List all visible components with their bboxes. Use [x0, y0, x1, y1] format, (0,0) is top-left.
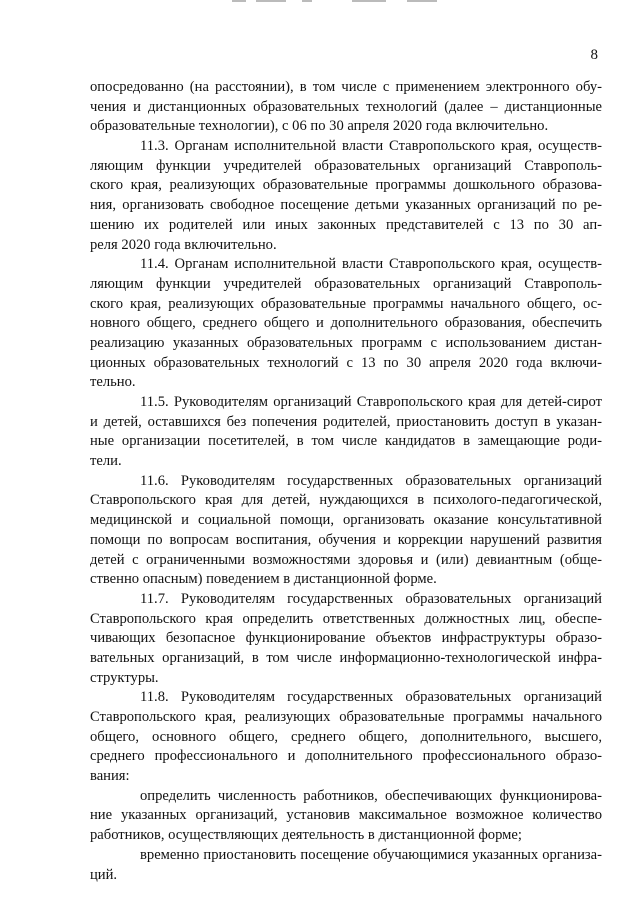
text-line: среднего профессионального и дополнительного профессионального образо- — [90, 748, 602, 765]
text-line: чения и дистанционных образовательных технологий (далее – дистанционные — [90, 98, 602, 115]
text-line: чивающих безопасное функционирование объектов инфраструктуры образо- — [90, 630, 602, 647]
text-line: Ставропольского края определить ответственных должностных лиц, обеспе- — [90, 610, 602, 627]
document-body — [90, 78, 602, 885]
text-line: опосредованно (на расстоянии), в том числе с применением электронного обу- — [90, 79, 602, 95]
text-line: временно приостановить посещение обучающимися указанных организа- — [140, 846, 602, 863]
text-line: реализацию указанных образовательных программ с использованием дистан- — [90, 334, 602, 351]
text-line: ционных образовательных технологий с 13 по 30 апреля 2020 года включи- — [90, 354, 602, 371]
text-line: 11.6. Руководителям государственных образовательных организаций — [140, 472, 602, 489]
text-line: структуры. — [90, 669, 159, 686]
text-line: ние указанных организаций, установив максимальное возможное количество — [90, 807, 602, 824]
text-line: ляющим функции учредителей образовательных организаций Ставрополь- — [90, 275, 602, 292]
text-line: Ставропольского края, реализующих образовательные программы начального — [90, 709, 602, 725]
text-line: помощи по вопросам воспитания, обучения и коррекции нарушений развития — [90, 531, 602, 548]
text-line: ского края, реализующих образовательные программы дошкольного образова- — [90, 177, 602, 194]
text-line: 11.7. Руководителям государственных образовательных организаций — [140, 590, 602, 607]
text-line: тели. — [90, 453, 122, 470]
text-line: новного общего, среднего общего и дополнительного образования, обеспечить — [90, 315, 602, 332]
text-line: ные организации посетителей, в том числе кандидатов в замещающие роди- — [90, 433, 602, 450]
text-line: общего, основного общего, среднего общего, дополнительного, высшего, — [90, 728, 602, 745]
text-line: ций. — [90, 866, 118, 883]
text-line: Ставропольского края для детей, нуждающихся в психолого-педагогической, — [90, 492, 602, 509]
text-line: ния, организовать свободное посещение детьми указанных организаций по ре- — [90, 197, 602, 214]
page-number: 8 — [590, 47, 598, 63]
text-line: реля 2020 года включительно. — [90, 236, 277, 253]
text-line: детей с ограниченными возможностями здоровья и (или) девиантным (обще- — [90, 551, 602, 568]
text-line: работников, осуществляющих деятельность в дистанционной форме; — [90, 827, 522, 844]
text-line: и детей, оставшихся без попечения родителей, приостановить доступ в указан- — [90, 413, 602, 430]
text-line: вательных организаций, в том числе информационно-технологической инфра- — [90, 649, 602, 666]
text-line: 11.8. Руководителям государственных образовательных организаций — [140, 689, 602, 706]
text-line: ляющим функции учредителей образовательных организаций Ставрополь- — [90, 157, 602, 174]
text-line: 11.4. Органам исполнительной власти Ставропольского края, осуществ- — [140, 256, 602, 273]
text-line: медицинской и социальной помощи, организовать оказание консультативной — [90, 512, 602, 529]
text-line: ского края, реализующих образовательные программы начального общего, ос- — [90, 295, 602, 312]
text-line: 11.5. Руководителям организаций Ставропольского края для детей-сирот — [140, 394, 602, 410]
text-line: определить численность работников, обеспечивающих функционирова- — [140, 787, 602, 804]
text-line: тельно. — [90, 374, 136, 391]
text-line: ственно опасным) поведением в дистанционной форме. — [90, 571, 437, 588]
text-line: образовательные технологии), с 06 по 30 апреля 2020 года включительно. — [90, 118, 549, 135]
text-line: 11.3. Органам исполнительной власти Ставропольского края, осуществ- — [140, 138, 602, 155]
scan-artifact-marks — [232, 0, 472, 6]
text-line: шению их родителей или иных законных представителей с 13 по 30 ап- — [90, 216, 602, 233]
text-line: вания: — [90, 768, 130, 785]
